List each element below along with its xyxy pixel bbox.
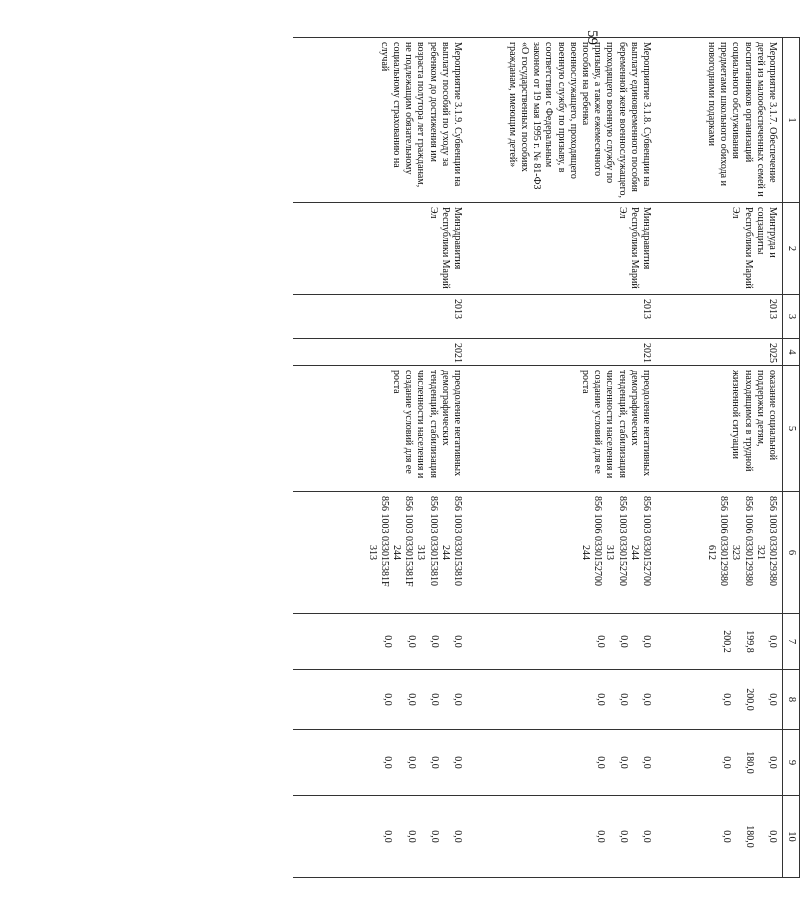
kbk-entry: 856 1003 033015381F 313 (366, 496, 390, 587)
value-col9-cell: 0,0 0,0 0,0 0,0 (293, 730, 467, 796)
value-col9-cell: 0,0 0,0 0,0 (467, 730, 656, 796)
value-col10-cell: 0,0 180,0 0,0 (656, 796, 783, 878)
value-col7-cell: 0,0 0,0 0,0 (467, 614, 656, 670)
column-header-7: 7 (783, 614, 800, 670)
kbk-entry: 856 1003 033015381F 244 (390, 496, 415, 587)
value-col8-cell: 0,0 0,0 0,0 0,0 (293, 670, 467, 730)
table-row (293, 38, 467, 878)
program-measures-table (293, 37, 800, 878)
kbk-entry: 856 1003 0330153810 244 (439, 496, 463, 586)
rotated-table-sheet (120, 37, 800, 877)
column-header-3: 3 (783, 295, 800, 339)
executor-cell: Минтруда и соцзащиты Республики Марий Эл (656, 203, 783, 295)
column-header-5: 5 (783, 366, 800, 492)
table-row (656, 38, 783, 878)
value-col10-cell: 0,0 0,0 0,0 0,0 (293, 796, 467, 878)
value-col9-cell: 0,0 180,0 0,0 (656, 730, 783, 796)
value-col8-cell: 0,0 0,0 0,0 (467, 670, 656, 730)
measure-cell: Мероприятие 3.1.9. Субвенции на выплату пособий по уходу за ребенком до достижения им возраста полутора лет гражданам, не подлежащим обязательному социальному страхованию на случай (293, 38, 467, 203)
measure-cell: Мероприятие 3.1.8. Субвенции на выплату единовременного пособия беременной жене военнослужащего, проходящего военную службу по призыву, а также ежемесячного пособия на ребенка военнослужащего, проходящего военную службу по призыву, в соответствии с Федеральным законом от 19 мая 1995 г. № 81-ФЗ «О государственных пособиях гражданам, имеющим детей» (467, 38, 656, 203)
kbk-entry: 856 1006 0330129380 612 (705, 496, 730, 586)
value-col7-cell: 0,0 199,8 200,2 (656, 614, 783, 670)
column-header-2: 2 (783, 203, 800, 295)
result-cell: оказание социальной поддержки детям, находящимся в трудной жизненной ситуации (656, 366, 783, 492)
start-year-cell: 2013 (656, 295, 783, 339)
result-cell: преодоление негативных демографических тенденций, стабилизация численности населения и создание условий для ее роста (467, 366, 656, 492)
kbk-entry: 856 1006 0330152700 244 (579, 496, 604, 586)
column-header-1: 1 (783, 38, 800, 203)
column-number-header (783, 38, 800, 878)
column-header-6: 6 (783, 492, 800, 614)
kbk-entry: 856 1003 0330153810 313 (415, 496, 439, 586)
column-header-10: 10 (783, 796, 800, 878)
column-header-9: 9 (783, 730, 800, 796)
kbk-cell (656, 492, 783, 614)
column-header-4: 4 (783, 339, 800, 366)
executor-cell: Минздравития Республики Марий Эл (467, 203, 656, 295)
kbk-cell (293, 492, 467, 614)
value-col8-cell: 0,0 200,0 0,0 (656, 670, 783, 730)
kbk-cell (467, 492, 656, 614)
kbk-entry: 856 1003 0330152700 244 (628, 496, 652, 586)
end-year-cell: 2021 (467, 339, 656, 366)
start-year-cell: 2013 (467, 295, 656, 339)
result-cell: преодоление негативных демографических тенденций, стабилизация численности населения и создание условий для ее роста (293, 366, 467, 492)
measure-cell: Мероприятие 3.1.7. Обеспечение детей из малообеспеченных семей и воспитанников организаций социального обслуживания предметами школьного обихода и новогодними подарками (656, 38, 783, 203)
page-number: 59 (584, 30, 600, 45)
value-col10-cell: 0,0 0,0 0,0 (467, 796, 656, 878)
end-year-cell: 2025 (656, 339, 783, 366)
start-year-cell: 2013 (293, 295, 467, 339)
column-header-8: 8 (783, 670, 800, 730)
kbk-entry: 856 1003 0330152700 313 (604, 496, 628, 586)
end-year-cell: 2021 (293, 339, 467, 366)
table-row (467, 38, 656, 878)
kbk-entry: 856 1003 0330129380 321 (754, 496, 778, 586)
executor-cell: Минздравития Республики Марий Эл (293, 203, 467, 295)
kbk-entry: 856 1006 0330129380 323 (730, 496, 754, 586)
value-col7-cell: 0,0 0,0 0,0 0,0 (293, 614, 467, 670)
